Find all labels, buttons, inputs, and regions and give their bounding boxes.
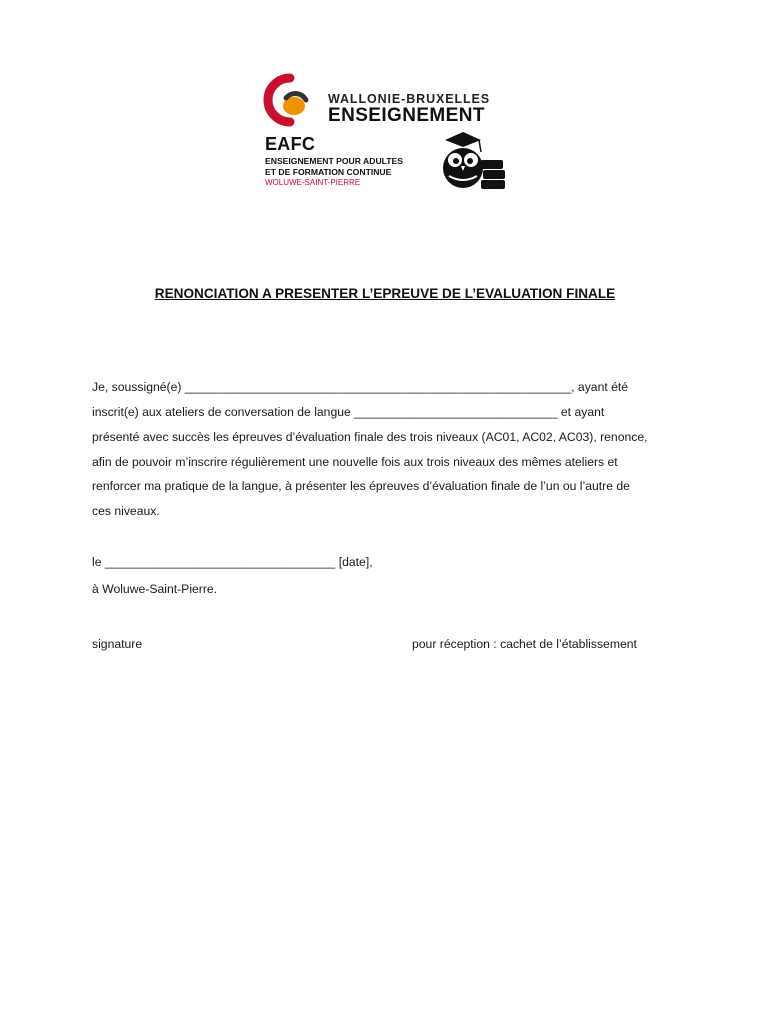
paragraph-line: ces niveaux. [92, 504, 160, 518]
eafc-logo [265, 134, 510, 194]
paragraph-line: afin de pouvoir m’inscrire régulièrement une nouvelle fois aux trois niveaux des mêmes ateliers et [92, 455, 618, 469]
paragraph-line: Je, soussigné(e) _________________________________________________________, ayant été [92, 380, 629, 394]
eafc-subtitle-line1: ENSEIGNEMENT POUR ADULTES [265, 156, 403, 166]
wb-brand-mark-icon [260, 72, 316, 128]
signature-label: signature [92, 637, 143, 651]
eafc-title: EAFC [265, 134, 316, 154]
document-title: RENONCIATION A PRESENTER L’EPREUVE DE L’EVALUATION FINALE [154, 286, 616, 301]
wallonie-bruxelles-logo [260, 72, 520, 128]
paragraph-line: renforcer ma pratique de la langue, à présenter les épreuves d’évaluation finale de l’un ou l’autre de [92, 479, 630, 493]
paragraph-line: présenté avec succès les épreuves d’évaluation finale des trois niveaux (AC01, AC02, AC03), renonce, [92, 430, 648, 444]
place-line: à Woluwe-Saint-Pierre. [92, 582, 218, 596]
date-line: le __________________________________ [date], [92, 555, 373, 569]
paragraph-line: inscrit(e) aux ateliers de conversation de langue ______________________________ et ayant [92, 405, 605, 419]
logo-line2: ENSEIGNEMENT [328, 105, 485, 126]
eafc-subtitle-line2: ET DE FORMATION CONTINUE [265, 167, 392, 177]
eafc-location: WOLUWE-SAINT-PIERRE [265, 178, 361, 187]
graduate-owl-icon [435, 132, 507, 192]
reception-stamp-label: pour réception : cachet de l’établissement [412, 637, 637, 651]
logo-line1: WALLONIE-BRUXELLES [328, 92, 491, 106]
